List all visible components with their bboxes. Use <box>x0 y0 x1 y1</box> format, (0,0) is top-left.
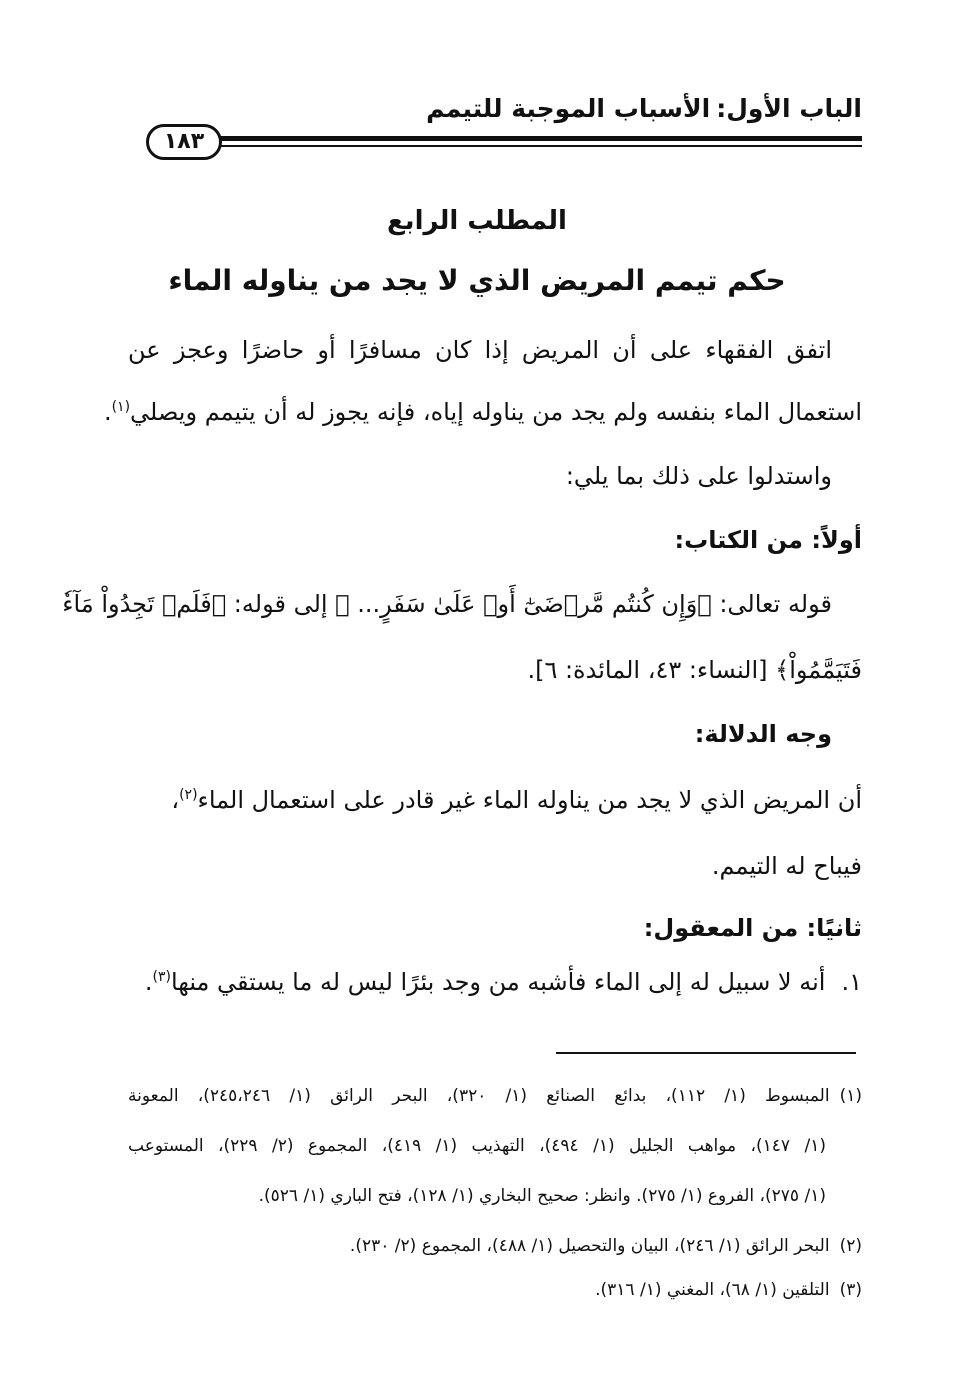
header-rule-thin <box>212 145 862 147</box>
footnote-1-line-2: (١/ ١٤٧)، مواهب الجليل (١/ ٤٩٤)، التهذيب (١/ ٤١٩)، المجموع (٢/ ٢٢٩)، المستوعب <box>128 1136 826 1156</box>
list-item-1-end: . <box>144 968 153 996</box>
footnote-ref-2: (٢) <box>179 787 198 803</box>
heading-from-book: أولاً: من الكتاب: <box>674 526 862 554</box>
footnote-1-number: (١) <box>839 1086 862 1106</box>
section-label: الأسباب الموجبة للتيمم <box>426 94 711 123</box>
paragraph-1-line-2 <box>104 398 862 426</box>
evidence-line-2: فيباح له التيمم. <box>711 852 862 880</box>
footnote-1-line-3: (١/ ٢٧٥)، الفروع (١/ ٢٧٥). وانظر: صحيح البخاري (١/ ١٢٨)، فتح الباري (١/ ٥٢٦). <box>258 1186 826 1206</box>
list-item-1 <box>145 968 862 996</box>
footnote-separator <box>556 1052 856 1054</box>
evidence-line-1 <box>171 786 862 814</box>
paragraph-1-line-1: اتفق الفقهاء على أن المريض إذا كان مسافرًا أو حاضرًا وعجز عن <box>128 336 832 364</box>
list-item-1-text: أنه لا سبيل له إلى الماء فأشبه من وجد بئرًا ليس له ما يستقي منها <box>170 968 826 996</box>
heading-evidence: وجه الدلالة: <box>694 720 832 748</box>
footnote-2-text: البحر الرائق (١/ ٢٤٦)، البيان والتحصيل (١/ ٤٨٨)، المجموع (٢/ ٢٣٠). <box>349 1236 830 1256</box>
list-item-1-number: ١. <box>841 968 862 996</box>
footnote-2 <box>350 1236 862 1256</box>
header-rule-thick <box>212 136 862 141</box>
running-header <box>426 94 862 123</box>
footnote-3-text: التلقين (١/ ٦٨)، المغني (١/ ٣١٦). <box>595 1280 830 1300</box>
paragraph-1-line-2-text: استعمال الماء بنفسه ولم يجد من يناوله إياه، فإنه يجوز له أن يتيمم ويصلي <box>130 398 862 426</box>
chapter-label: الباب الأول: <box>716 94 862 123</box>
verse-line-1: قوله تعالى: ﴿وَإِن كُنتُم مَّرۡضَىٰٓ أَوۡ عَلَىٰ سَفَرٍ... ﴾ إلى قوله: ﴿فَلَمۡ تَجِدُواْ مَآءٗ <box>62 590 832 618</box>
paragraph-2: واستدلوا على ذلك بما يلي: <box>565 462 832 490</box>
evidence-line-1-end: ، <box>171 786 180 814</box>
footnote-ref-3: (٣) <box>152 969 171 985</box>
footnote-3-number: (٣) <box>839 1280 862 1300</box>
footnote-3 <box>595 1280 862 1300</box>
section-title: المطلب الرابع <box>387 206 567 236</box>
page-number-badge: ١٨٣ <box>146 124 222 160</box>
evidence-line-1-text: أن المريض الذي لا يجد من يناوله الماء غير قادر على استعمال الماء <box>197 786 862 814</box>
footnote-1-line-1-text: المبسوط (١/ ١١٢)، بدائع الصنائع (١/ ٣٢٠)، البحر الرائق (١/ ٢٤٥،٢٤٦)، المعونة <box>128 1086 830 1106</box>
section-subtitle: حكم تيمم المريض الذي لا يجد من يناوله الماء <box>168 264 786 297</box>
footnote-1-line-1 <box>128 1086 862 1106</box>
footnote-ref-1: (١) <box>111 399 131 415</box>
heading-from-reason: ثانيًا: من المعقول: <box>643 914 862 942</box>
footnote-2-number: (٢) <box>839 1236 862 1256</box>
paragraph-1-end: . <box>103 398 112 426</box>
verse-line-2: فَتَيَمَّمُواْ﴾ [النساء: ٤٣، المائدة: ٦]. <box>527 656 862 684</box>
